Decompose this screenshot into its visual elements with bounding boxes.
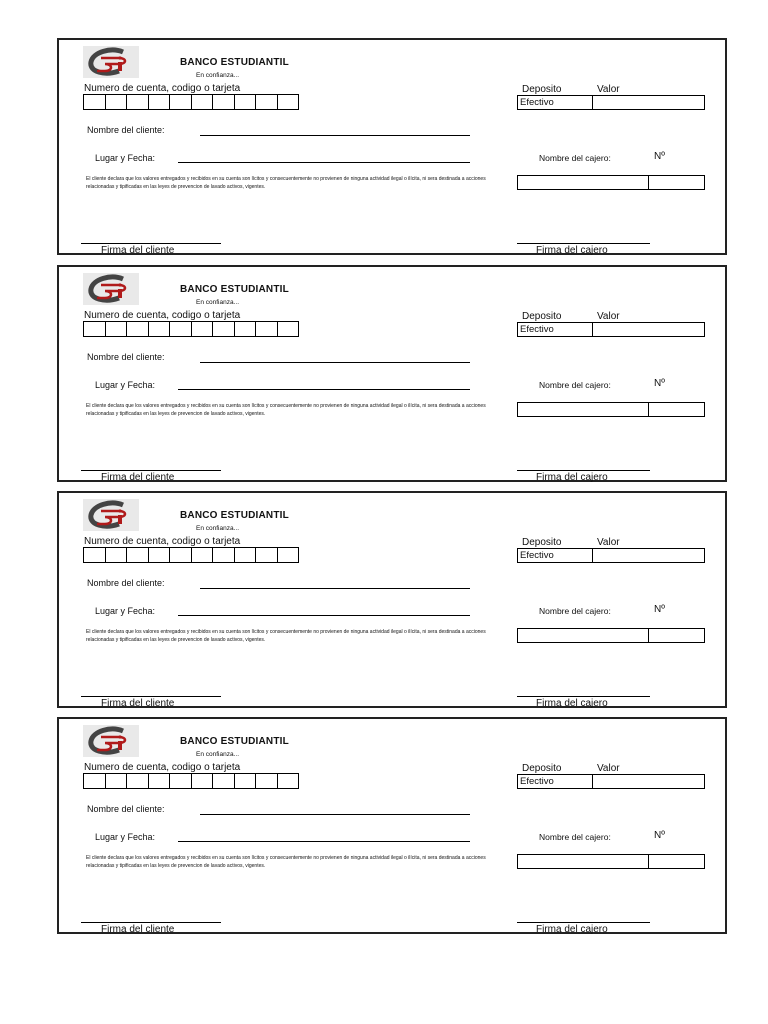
account-digit-box[interactable] — [213, 548, 235, 562]
cashier-signature-label: Firma del cajero — [536, 245, 608, 256]
number-label: Nº — [654, 151, 665, 162]
client-declaration-text: El cliente declara que los valores entregados y recibidos en su cuenta son lícitos y consecuentemente no provienen de ninguna actividad ilegal o ilícita, ni sera destinada a acciones relacionadas y tipificadas en las leyes de prevencion de lavado activos, vigentes. — [86, 403, 486, 417]
account-number-boxes[interactable] — [83, 321, 299, 337]
bank-slogan: En confianza... — [196, 72, 239, 79]
client-name-label: Nombre del cliente: — [87, 804, 165, 814]
bank-logo-icon — [83, 46, 139, 78]
client-signature-label: Firma del cliente — [101, 245, 175, 256]
account-digit-box[interactable] — [106, 548, 128, 562]
cashier-name-label: Nombre del cajero: — [539, 380, 611, 390]
client-name-field[interactable] — [200, 588, 470, 589]
client-signature-line[interactable] — [81, 243, 221, 244]
deposit-type-cell: Efectivo — [518, 549, 593, 562]
cashier-name-table[interactable] — [517, 854, 705, 869]
account-digit-box[interactable] — [170, 95, 192, 109]
account-digit-box[interactable] — [213, 322, 235, 336]
client-signature-label: Firma del cliente — [101, 924, 175, 935]
deposit-table — [517, 95, 705, 110]
cashier-name-table[interactable] — [517, 402, 705, 417]
account-number-boxes[interactable] — [83, 94, 299, 110]
value-label: Valor — [597, 311, 620, 322]
account-digit-box[interactable] — [84, 548, 106, 562]
account-digit-box[interactable] — [192, 95, 214, 109]
bank-name: BANCO ESTUDIANTIL — [180, 57, 289, 68]
client-name-label: Nombre del cliente: — [87, 352, 165, 362]
number-label: Nº — [654, 604, 665, 615]
client-name-field[interactable] — [200, 362, 470, 363]
place-date-field[interactable] — [178, 841, 470, 842]
deposit-label: Deposito — [522, 84, 562, 95]
place-date-field[interactable] — [178, 615, 470, 616]
account-digit-box[interactable] — [192, 774, 214, 788]
account-digit-box[interactable] — [192, 548, 214, 562]
deposit-slip — [57, 265, 727, 482]
account-digit-box[interactable] — [278, 95, 300, 109]
client-declaration-text: El cliente declara que los valores entregados y recibidos en su cuenta son lícitos y consecuentemente no provienen de ninguna actividad ilegal o ilícita, ni sera destinada a acciones relacionadas y tipificadas en las leyes de prevencion de lavado activos, vigentes. — [86, 855, 486, 869]
deposit-label: Deposito — [522, 763, 562, 774]
number-label: Nº — [654, 378, 665, 389]
client-declaration-text: El cliente declara que los valores entregados y recibidos en su cuenta son lícitos y consecuentemente no provienen de ninguna actividad ilegal o ilícita, ni sera destinada a acciones relacionadas y tipificadas en las leyes de prevencion de lavado activos, vigentes. — [86, 629, 486, 643]
account-digit-box[interactable] — [278, 548, 300, 562]
cashier-name-table[interactable] — [517, 175, 705, 190]
account-digit-box[interactable] — [127, 774, 149, 788]
account-digit-box[interactable] — [149, 548, 171, 562]
cashier-name-table[interactable] — [517, 628, 705, 643]
account-digit-box[interactable] — [235, 548, 257, 562]
client-name-label: Nombre del cliente: — [87, 578, 165, 588]
account-digit-box[interactable] — [84, 322, 106, 336]
cashier-name-label: Nombre del cajero: — [539, 153, 611, 163]
deposit-type-cell: Efectivo — [518, 96, 593, 109]
number-label: Nº — [654, 830, 665, 841]
client-name-field[interactable] — [200, 135, 470, 136]
account-digit-box[interactable] — [213, 95, 235, 109]
client-name-label: Nombre del cliente: — [87, 125, 165, 135]
place-date-field[interactable] — [178, 389, 470, 390]
place-date-label: Lugar y Fecha: — [95, 832, 156, 842]
cashier-signature-line[interactable] — [517, 922, 650, 923]
place-date-label: Lugar y Fecha: — [95, 380, 156, 390]
account-digit-box[interactable] — [149, 322, 171, 336]
account-digit-box[interactable] — [256, 774, 278, 788]
deposit-type-cell: Efectivo — [518, 775, 593, 788]
account-digit-box[interactable] — [106, 322, 128, 336]
account-digit-box[interactable] — [170, 774, 192, 788]
cashier-signature-line[interactable] — [517, 696, 650, 697]
account-digit-box[interactable] — [127, 95, 149, 109]
bank-slogan: En confianza... — [196, 525, 239, 532]
account-digit-box[interactable] — [278, 774, 300, 788]
cashier-name-label: Nombre del cajero: — [539, 606, 611, 616]
account-digit-box[interactable] — [127, 322, 149, 336]
deposit-slip — [57, 491, 727, 708]
bank-logo-icon — [83, 273, 139, 305]
bank-name: BANCO ESTUDIANTIL — [180, 736, 289, 747]
deposit-table — [517, 548, 705, 563]
account-digit-box[interactable] — [170, 322, 192, 336]
value-label: Valor — [597, 763, 620, 774]
account-number-label: Numero de cuenta, codigo o tarjeta — [84, 310, 241, 321]
cashier-signature-line[interactable] — [517, 470, 650, 471]
account-digit-box[interactable] — [256, 95, 278, 109]
account-digit-box[interactable] — [235, 774, 257, 788]
client-signature-line[interactable] — [81, 696, 221, 697]
deposit-type-cell: Efectivo — [518, 323, 593, 336]
deposit-value-field[interactable] — [593, 323, 704, 336]
account-number-label: Numero de cuenta, codigo o tarjeta — [84, 83, 241, 94]
account-digit-box[interactable] — [149, 774, 171, 788]
account-digit-box[interactable] — [106, 774, 128, 788]
bank-logo-icon — [83, 499, 139, 531]
place-date-label: Lugar y Fecha: — [95, 606, 156, 616]
account-digit-box[interactable] — [192, 322, 214, 336]
account-digit-box[interactable] — [106, 95, 128, 109]
account-digit-box[interactable] — [278, 322, 300, 336]
deposit-table — [517, 774, 705, 789]
account-digit-box[interactable] — [235, 95, 257, 109]
account-digit-box[interactable] — [235, 322, 257, 336]
bank-logo-icon — [83, 725, 139, 757]
client-signature-line[interactable] — [81, 922, 221, 923]
bank-name: BANCO ESTUDIANTIL — [180, 284, 289, 295]
account-digit-box[interactable] — [213, 774, 235, 788]
cashier-signature-label: Firma del cajero — [536, 698, 608, 709]
client-signature-label: Firma del cliente — [101, 698, 175, 709]
cashier-signature-label: Firma del cajero — [536, 472, 608, 483]
value-label: Valor — [597, 537, 620, 548]
account-digit-box[interactable] — [149, 95, 171, 109]
account-digit-box[interactable] — [84, 774, 106, 788]
deposit-label: Deposito — [522, 537, 562, 548]
cashier-signature-line[interactable] — [517, 243, 650, 244]
cashier-name-label: Nombre del cajero: — [539, 832, 611, 842]
deposit-label: Deposito — [522, 311, 562, 322]
account-digit-box[interactable] — [170, 548, 192, 562]
deposit-value-field[interactable] — [593, 96, 704, 109]
client-signature-label: Firma del cliente — [101, 472, 175, 483]
bank-slogan: En confianza... — [196, 751, 239, 758]
account-number-boxes[interactable] — [83, 773, 299, 789]
account-digit-box[interactable] — [256, 548, 278, 562]
account-digit-box[interactable] — [127, 548, 149, 562]
account-number-label: Numero de cuenta, codigo o tarjeta — [84, 762, 241, 773]
account-digit-box[interactable] — [84, 95, 106, 109]
cashier-signature-label: Firma del cajero — [536, 924, 608, 935]
place-date-field[interactable] — [178, 162, 470, 163]
client-declaration-text: El cliente declara que los valores entregados y recibidos en su cuenta son lícitos y consecuentemente no provienen de ninguna actividad ilegal o ilícita, ni sera destinada a acciones relacionadas y tipificadas en las leyes de prevencion de lavado activos, vigentes. — [86, 176, 486, 190]
bank-name: BANCO ESTUDIANTIL — [180, 510, 289, 521]
bank-slogan: En confianza... — [196, 299, 239, 306]
account-digit-box[interactable] — [256, 322, 278, 336]
client-signature-line[interactable] — [81, 470, 221, 471]
client-name-field[interactable] — [200, 814, 470, 815]
place-date-label: Lugar y Fecha: — [95, 153, 156, 163]
deposit-table — [517, 322, 705, 337]
deposit-slip — [57, 38, 727, 255]
deposit-slip — [57, 717, 727, 934]
account-number-label: Numero de cuenta, codigo o tarjeta — [84, 536, 241, 547]
account-number-boxes[interactable] — [83, 547, 299, 563]
deposit-value-field[interactable] — [593, 775, 704, 788]
value-label: Valor — [597, 84, 620, 95]
deposit-value-field[interactable] — [593, 549, 704, 562]
